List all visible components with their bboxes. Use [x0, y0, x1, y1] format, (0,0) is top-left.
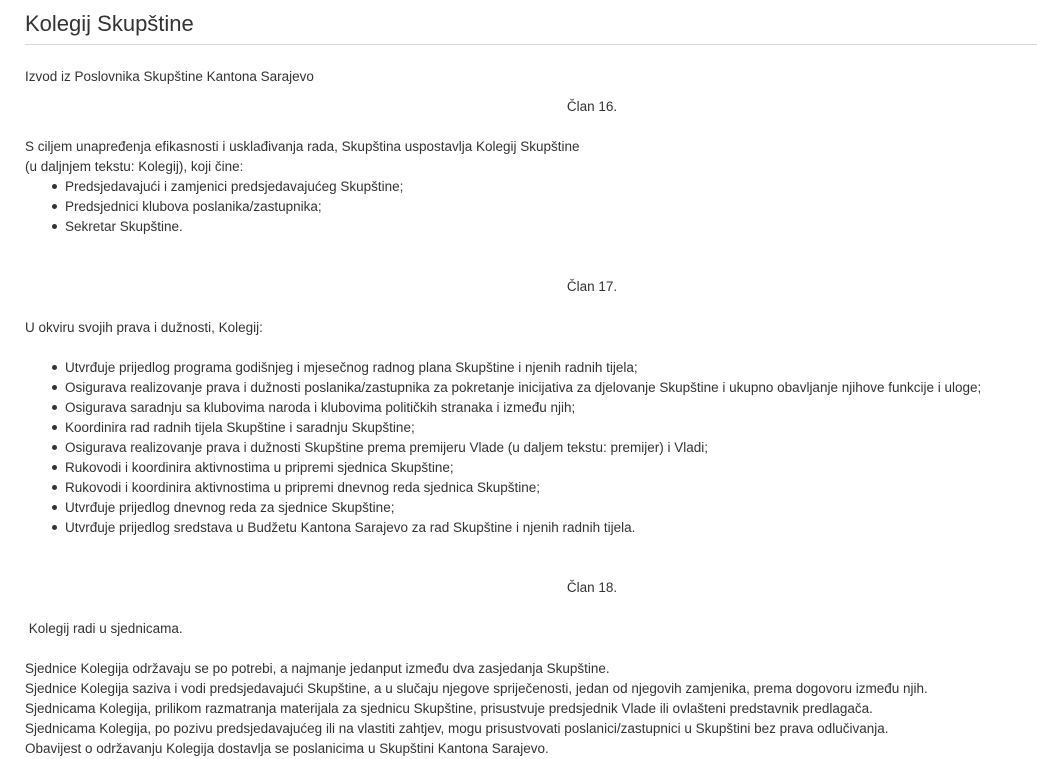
clan-16-heading: Član 16. — [566, 99, 618, 114]
clan-16-text-2: (u daljnjem tekstu: Kolegij), koji čine: — [25, 159, 244, 174]
list-item: Predsjednici klubova poslanika/zastupnika; — [65, 197, 1037, 217]
clan-17-heading: Član 17. — [566, 279, 618, 294]
page-title: Kolegij Skupštine — [25, 0, 1037, 45]
clan-17-list — [25, 358, 1037, 538]
clan-18-line: Sjednicama Kolegija, prilikom razmatranja materijala za sjednicu Skupštine, prisustvuje predsjednik Vlade ili ovlašteni predstavnik predlagača. — [25, 701, 873, 716]
clan-18-paragraph — [25, 659, 1037, 759]
clan-18-line: Sjednicama Kolegija, po pozivu predsjedavajućeg ili na vlastiti zahtjev, mogu prisustvovati poslanici/zastupnici u Skupštini bez prava odlučivanja. — [25, 721, 889, 736]
clan-18-heading: Član 18. — [566, 580, 618, 595]
list-item: Utvrđuje prijedlog programa godišnjeg i mjesečnog radnog plana Skupštine i njenih radnih tijela; — [65, 358, 1037, 378]
clan-16-list — [25, 177, 1037, 237]
list-item: Utvrđuje prijedlog dnevnog reda za sjednice Skupštine; — [65, 498, 1037, 518]
page-content — [25, 0, 1037, 759]
clan-18-line: Sjednice Kolegija saziva i vodi predsjedavajući Skupštine, a u slučaju njegove spriječenosti, jedan od njegovih zamjenika, prema dogovoru između njih. — [25, 681, 928, 696]
list-item: Koordinira rad radnih tijela Skupštine i saradnju Skupštine; — [65, 418, 1037, 438]
list-item: Osigurava realizovanje prava i dužnosti Skupštine prema premijeru Vlade (u daljem tekstu: premijer) i Vladi; — [65, 438, 1037, 458]
list-item: Rukovodi i koordinira aktivnostima u pripremi dnevnog reda sjednica Skupštine; — [65, 478, 1037, 498]
clan-16-text-1: S ciljem unapređenja efikasnosti i usklađivanja rada, Skupština uspostavlja Kolegij Skupštine — [25, 139, 580, 154]
intro-text: Izvod iz Poslovnika Skupštine Kantona Sarajevo — [25, 69, 314, 84]
clan-18-line: Obavijest o održavanju Kolegija dostavlja se poslanicima u Skupštini Kantona Sarajevo. — [25, 741, 549, 756]
list-item: Osigurava saradnju sa klubovima naroda i klubovima političkih stranaka i između njih; — [65, 398, 1037, 418]
clan-17-text: U okviru svojih prava i dužnosti, Kolegij: — [25, 320, 263, 335]
clan-18-line: Sjednice Kolegija održavaju se po potrebi, a najmanje jedanput između dva zasjedanja Skupštine. — [25, 661, 610, 676]
clan-18-text-1: Kolegij radi u sjednicama. — [25, 621, 183, 636]
list-item: Predsjedavajući i zamjenici predsjedavajućeg Skupštine; — [65, 177, 1037, 197]
list-item: Rukovodi i koordinira aktivnostima u pripremi sjednica Skupštine; — [65, 458, 1037, 478]
list-item: Sekretar Skupštine. — [65, 217, 1037, 237]
list-item: Utvrđuje prijedlog sredstava u Budžetu Kantona Sarajevo za rad Skupštine i njenih radnih tijela. — [65, 518, 1037, 538]
list-item: Osigurava realizovanje prava i dužnosti poslanika/zastupnika za pokretanje inicijativa za djelovanje Skupštine i ukupno obavljanje njihove funkcije i uloge; — [65, 378, 1037, 398]
